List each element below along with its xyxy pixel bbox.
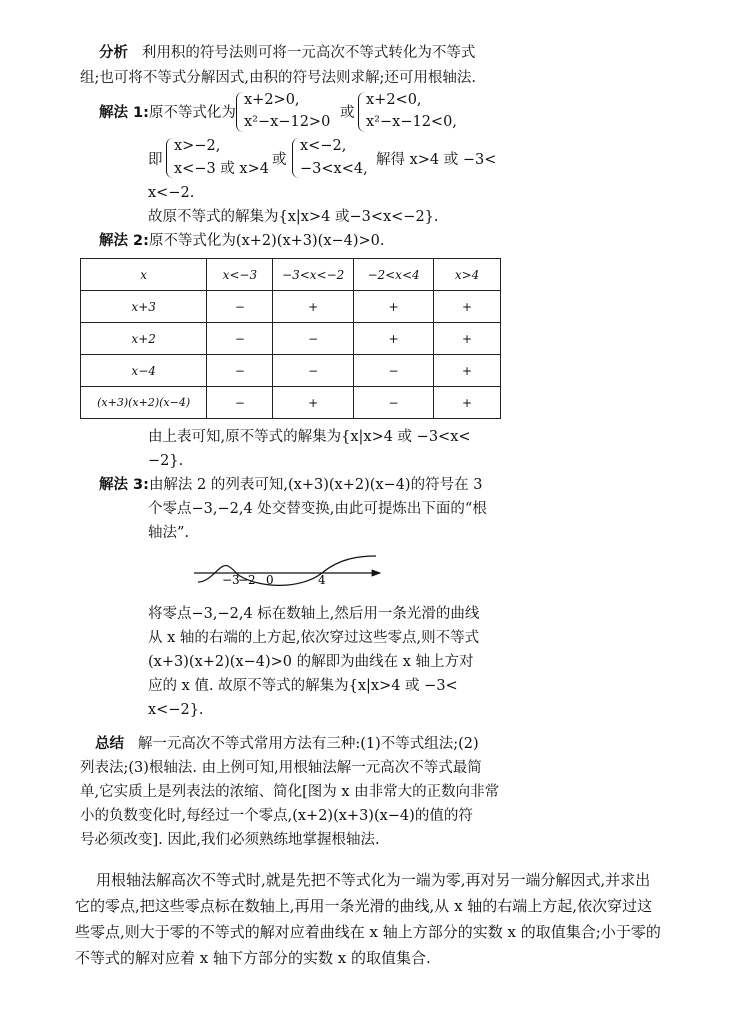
table-cell: −	[353, 387, 433, 419]
sys4-a: x<−2,	[300, 138, 347, 154]
sys2-b: x²−x−12<0,	[366, 114, 457, 130]
table-cell: +	[273, 387, 354, 419]
table-row	[81, 355, 501, 387]
system-brace-3	[166, 138, 173, 178]
sys3-b: x<−3 或 x>4	[174, 161, 269, 177]
table-row	[81, 323, 501, 355]
axis-label-four: 4	[318, 573, 326, 587]
table-cell: x+2	[81, 323, 207, 355]
sign-table	[80, 258, 501, 419]
table-header-cell: x<−3	[207, 259, 273, 291]
axis-label-neg3: −3	[222, 573, 240, 587]
method3-line1: 由解法 2 的列表可知,(x+3)(x+2)(x−4)的符号在 3	[148, 477, 483, 493]
summary-label: 总结	[95, 736, 124, 752]
summary-line1: 解一元高次不等式常用方法有三种:(1)不等式组法;(2)	[137, 736, 479, 752]
ji-text: 即	[148, 152, 163, 168]
table-cell: +	[434, 291, 501, 323]
method3-line2: 个零点−3,−2,4 处交替变换,由此可提炼出下面的“根	[148, 501, 487, 517]
method1-intro-line	[99, 103, 236, 123]
table-cell: −	[207, 323, 273, 355]
table-cell: +	[434, 323, 501, 355]
method1-label: 解法 1:	[99, 105, 149, 121]
sys2-a: x+2<0,	[366, 92, 422, 108]
or-text-1: 或	[340, 105, 355, 121]
table-cell: +	[434, 387, 501, 419]
method2-intro: 原不等式化为(x+2)(x+3)(x−4)>0.	[148, 233, 385, 249]
method2-intro-line	[99, 231, 385, 251]
solve-cont: x<−2.	[148, 185, 195, 201]
table-cell: +	[353, 291, 433, 323]
summary-line3: 单,它实质上是列表法的浓缩、简化[图为 x 由非常大的正数向非常	[80, 784, 500, 800]
summary-line1-wrap	[95, 734, 479, 754]
table-header-cell: x	[81, 259, 207, 291]
table-cell: −	[207, 355, 273, 387]
method2-after-line1: 由上表可知,原不等式的解集为{x|x>4 或 −3<x<	[148, 429, 471, 445]
system-brace-4	[292, 138, 299, 178]
table-cell: −	[273, 323, 354, 355]
closing-line3: 些零点,则大于零的不等式的解对应着曲线在 x 轴上方部分的实数 x 的取值集合;小于零的	[75, 923, 661, 941]
table-cell: +	[273, 291, 354, 323]
solve-text: 解得 x>4 或 −3<	[376, 152, 497, 168]
analysis-line1: 利用积的符号法则可将一元高次不等式转化为不等式	[141, 45, 476, 61]
method3-after5: x<−2}.	[148, 702, 204, 718]
table-header-cell: −2<x<4	[353, 259, 433, 291]
method3-after2: 从 x 轴的右端的上方起,依次穿过这些零点,则不等式	[148, 630, 480, 646]
sys1-b: x²−x−12>0	[244, 114, 331, 130]
table-cell: +	[353, 323, 433, 355]
method1-intro: 原不等式化为	[148, 105, 236, 121]
number-axis-figure	[190, 552, 390, 592]
closing-line2: 它的零点,把这些零点标在数轴上,再用一条光滑的曲线,从 x 轴的右端上方起,依次穿过这	[75, 897, 653, 915]
table-cell: −	[353, 355, 433, 387]
table-header-cell: −3<x<−2	[273, 259, 354, 291]
method3-line3: 轴法”.	[148, 525, 190, 541]
axis-label-zero: 0	[266, 573, 274, 587]
system-brace-2	[358, 92, 365, 132]
summary-line2: 列表法;(3)根轴法. 由上例可知,用根轴法解一元高次不等式最简	[80, 760, 482, 776]
axis-label-neg2: −2	[238, 573, 256, 587]
method3-after1: 将零点−3,−2,4 标在数轴上,然后用一条光滑的曲线	[148, 606, 480, 622]
method2-label: 解法 2:	[99, 233, 149, 249]
method3-after3: (x+3)(x+2)(x−4)>0 的解即为曲线在 x 轴上方对	[148, 654, 474, 670]
table-cell: +	[434, 355, 501, 387]
table-cell: −	[273, 355, 354, 387]
closing-line4: 不等式的解对应着 x 轴下方部分的实数 x 的取值集合.	[75, 949, 431, 967]
analysis-para	[99, 43, 475, 63]
table-cell: x−4	[81, 355, 207, 387]
method2-after-line2: −2}.	[148, 453, 184, 469]
method3-label: 解法 3:	[99, 477, 149, 493]
system-brace-1	[236, 92, 243, 132]
method1-conclusion: 故原不等式的解集为{x|x>4 或−3<x<−2}.	[148, 209, 439, 225]
sys3-a: x>−2,	[174, 138, 221, 154]
table-row	[81, 387, 501, 419]
table-cell: −	[207, 291, 273, 323]
method3-after4: 应的 x 值. 故原不等式的解集为{x|x>4 或 −3<	[148, 678, 458, 694]
sys4-b: −3<x<4,	[300, 161, 368, 177]
analysis-line2: 组;也可将不等式分解因式,由积的符号法则求解;还可用根轴法.	[80, 70, 476, 86]
or-text-2: 或	[272, 152, 287, 168]
closing-line1: 用根轴法解高次不等式时,就是先把不等式化为一端为零,再对另一端分解因式,并求出	[96, 871, 651, 889]
table-cell: −	[207, 387, 273, 419]
table-cell: x+3	[81, 291, 207, 323]
table-cell: (x+3)(x+2)(x−4)	[81, 387, 207, 419]
analysis-label: 分析	[99, 45, 128, 61]
table-header-row	[81, 259, 501, 291]
method3-line1-wrap	[99, 475, 482, 495]
summary-line4: 小的负数变化时,每经过一个零点,(x+2)(x+3)(x−4)的值的符	[80, 808, 473, 824]
table-row	[81, 291, 501, 323]
table-header-cell: x>4	[434, 259, 501, 291]
summary-line5: 号必须改变]. 因此,我们必须熟练地掌握根轴法.	[80, 832, 380, 848]
sys1-a: x+2>0,	[244, 92, 300, 108]
